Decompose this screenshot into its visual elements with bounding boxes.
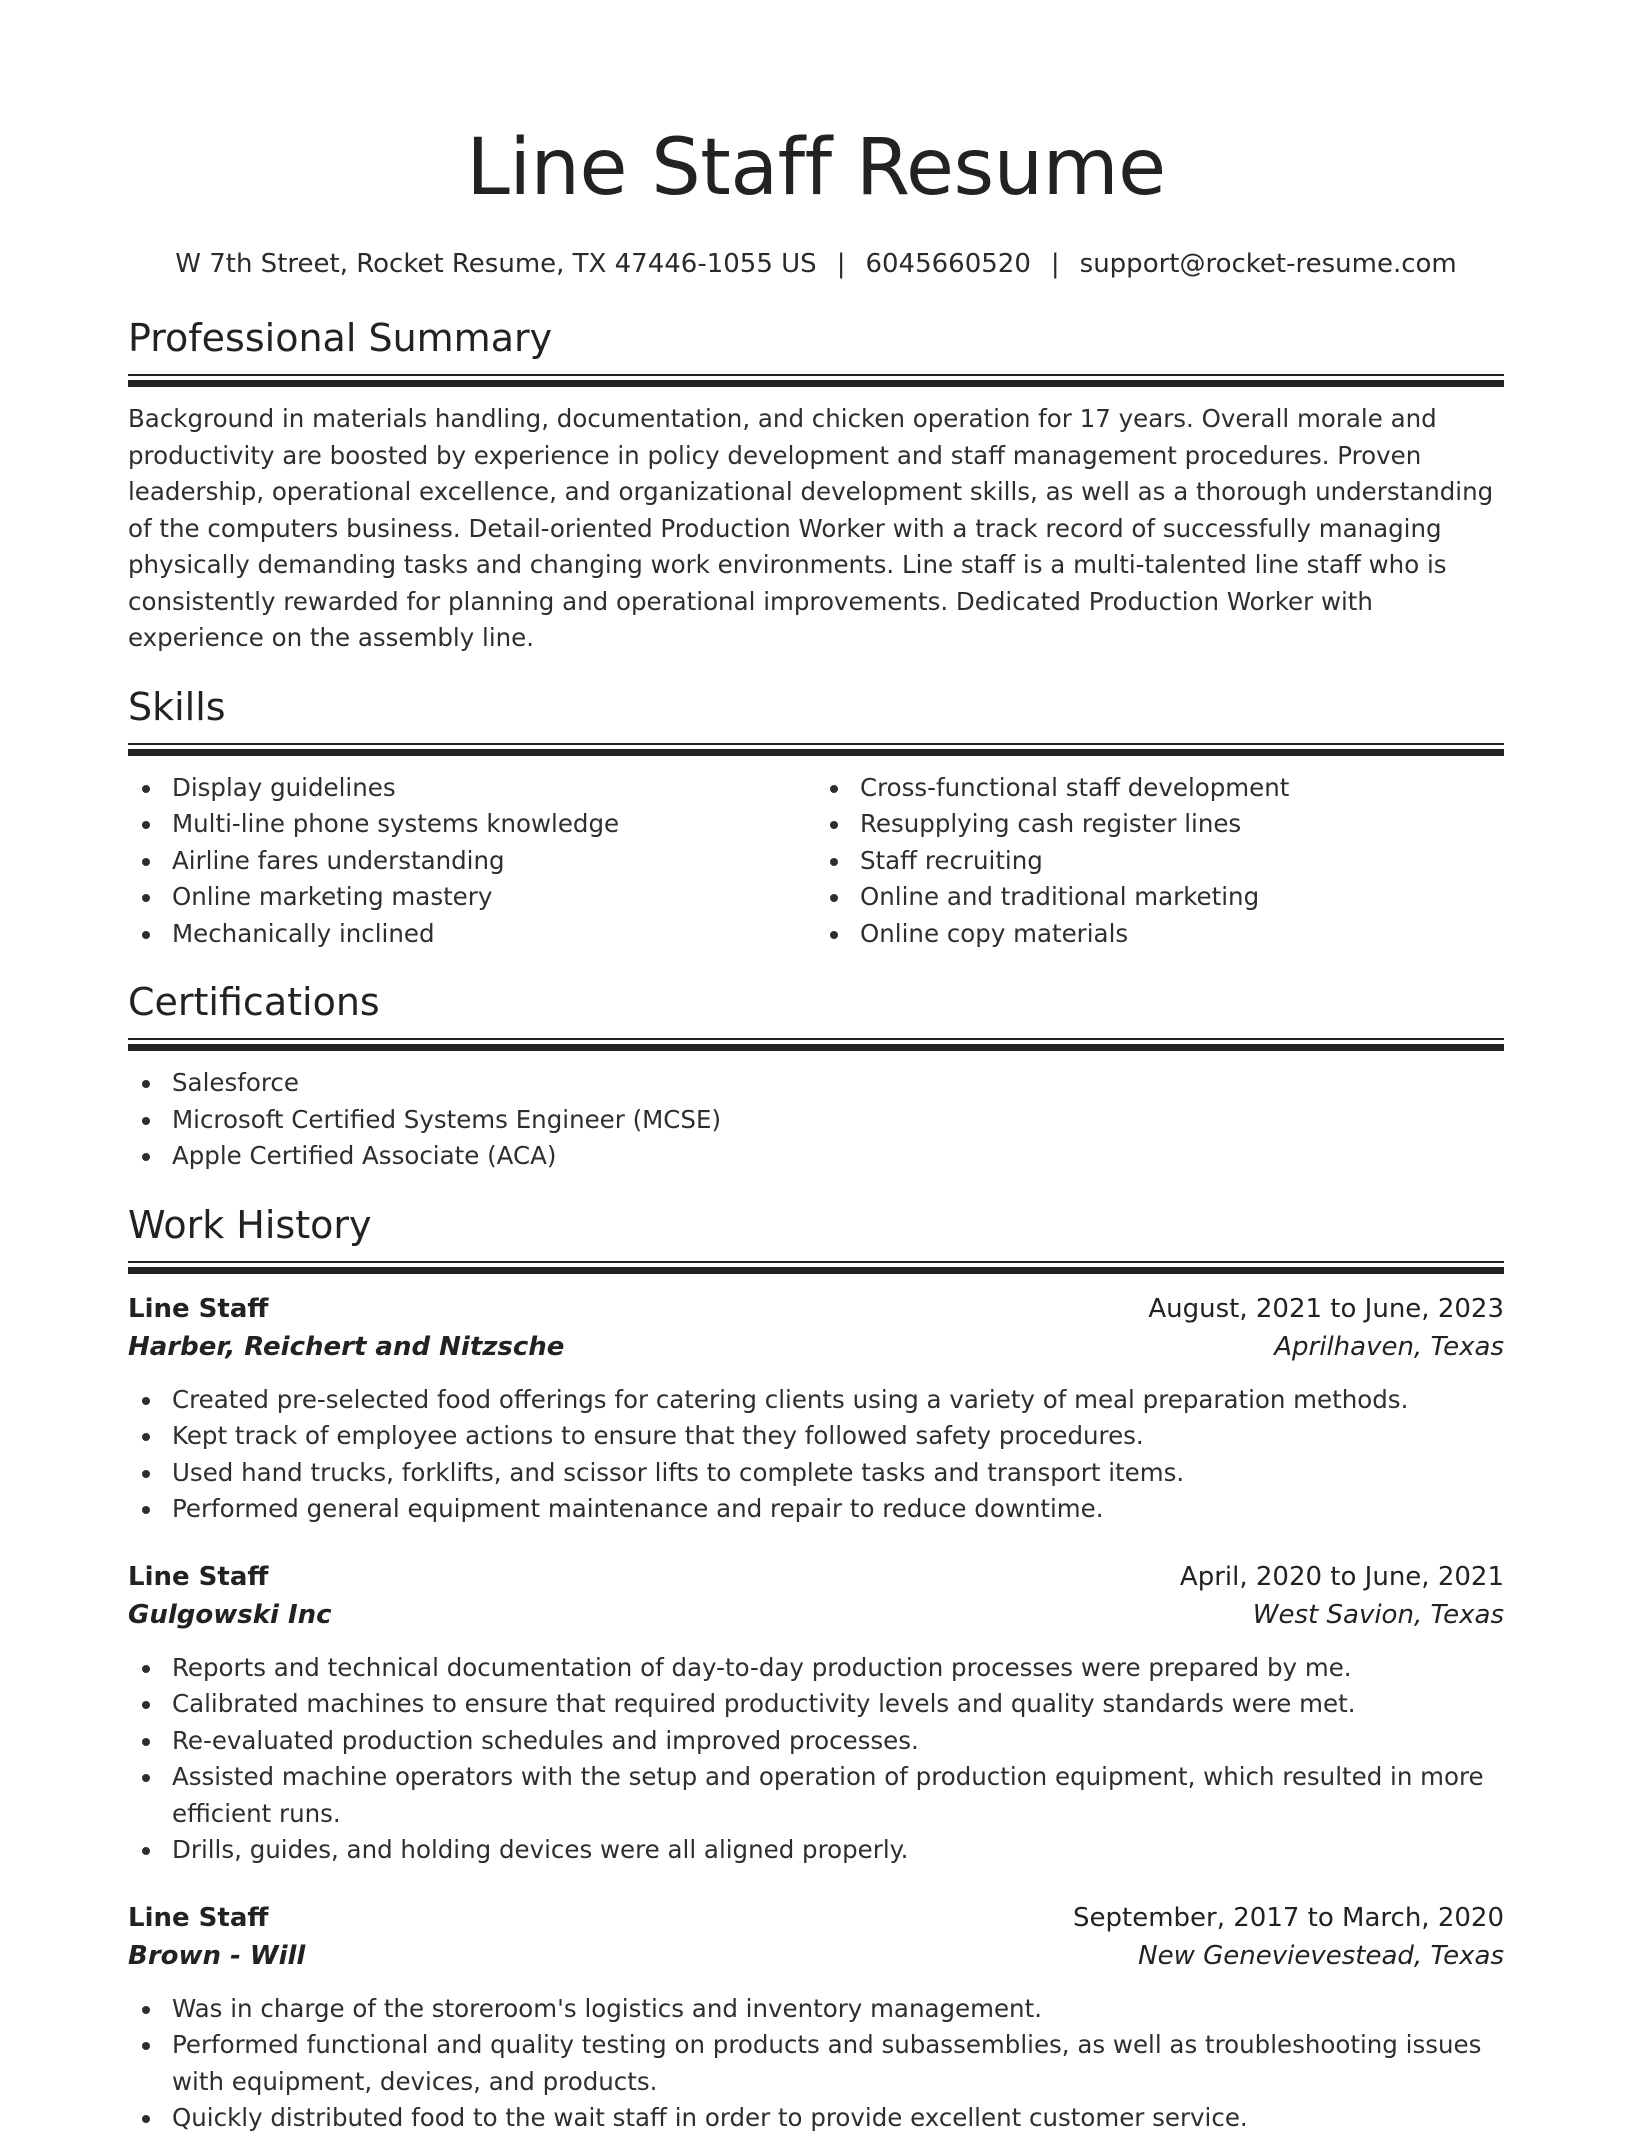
summary-text: Background in materials handling, documentation, and chicken operation for 17 years. Overall morale and productivity are boosted by experience in policy development and staff management procedures. Proven leadership, operational excellence, and organizational development skills, as well as a thorough understanding of the computers business. Detail-oriented Production Worker with a track record of successfully managing physically demanding tasks and changing work environments. Line staff is a multi-talented line staff who is consistently rewarded for planning and operational improvements. Dedicated Production Worker with experience on the assembly line. xyxy=(128,404,1494,652)
job-duties xyxy=(128,1991,1504,2137)
job-company: Brown - Will xyxy=(128,1940,306,1971)
job-header xyxy=(128,1290,1504,1328)
contact-phone: 6045660520 xyxy=(865,249,1031,279)
section-divider xyxy=(128,1038,1504,1051)
certifications-section xyxy=(128,978,1504,1175)
job-subheader xyxy=(128,1596,1504,1634)
skills-section xyxy=(128,683,1504,953)
contact-address: W 7th Street, Rocket Resume, TX 47446-1055 US xyxy=(175,249,817,279)
job-title: Line Staff xyxy=(128,1561,269,1592)
certifications-list xyxy=(128,1065,1504,1175)
list-item: Staff recruiting xyxy=(816,843,1504,880)
list-item: Online and traditional marketing xyxy=(816,879,1504,916)
job-dates: April, 2020 to June, 2021 xyxy=(1179,1561,1504,1592)
list-item: Drills, guides, and holding devices were all aligned properly. xyxy=(128,1832,1504,1869)
list-item: Online copy materials xyxy=(816,916,1504,953)
list-item: Quickly distributed food to the wait staff in order to provide excellent customer service. xyxy=(128,2100,1504,2137)
list-item: Display guidelines xyxy=(128,770,816,807)
job-location: New Genevievestead, Texas xyxy=(1138,1940,1504,1971)
list-item: Salesforce xyxy=(128,1065,1504,1102)
job-subheader xyxy=(128,1328,1504,1366)
list-item: Reports and technical documentation of day-to-day production processes were prepared by me. xyxy=(128,1650,1504,1687)
job-header xyxy=(128,1558,1504,1596)
job-title: Line Staff xyxy=(128,1293,269,1324)
list-item: Performed general equipment maintenance and repair to reduce downtime. xyxy=(128,1491,1504,1528)
section-divider xyxy=(128,1261,1504,1274)
section-heading: Certifications xyxy=(128,980,380,1024)
page-title: Line Staff Resume xyxy=(466,123,1166,213)
list-item: Resupplying cash register lines xyxy=(816,806,1504,843)
section-divider xyxy=(128,743,1504,756)
job-entry xyxy=(128,1558,1504,1869)
job-duties xyxy=(128,1650,1504,1869)
job-duties xyxy=(128,1382,1504,1528)
list-item: Mechanically inclined xyxy=(128,916,816,953)
section-heading: Skills xyxy=(128,684,226,729)
contact-separator: | xyxy=(1050,249,1060,279)
contact-line xyxy=(128,246,1504,282)
list-item: Cross-functional staff development xyxy=(816,770,1504,807)
section-heading: Work History xyxy=(128,1202,372,1247)
section-divider xyxy=(128,374,1504,387)
skills-list-right xyxy=(816,770,1504,953)
work-history-section xyxy=(128,1201,1504,2137)
job-location: West Savion, Texas xyxy=(1252,1599,1504,1630)
skills-columns xyxy=(128,770,1504,953)
job-title: Line Staff xyxy=(128,1902,269,1933)
job-dates: August, 2021 to June, 2023 xyxy=(1148,1293,1504,1324)
job-header xyxy=(128,1899,1504,1937)
list-item: Was in charge of the storeroom's logistics and inventory management. xyxy=(128,1991,1504,2028)
job-entry xyxy=(128,1899,1504,2137)
summary-section xyxy=(128,314,1504,657)
list-item: Multi-line phone systems knowledge xyxy=(128,806,816,843)
list-item: Airline fares understanding xyxy=(128,843,816,880)
list-item: Calibrated machines to ensure that required productivity levels and quality standards were met. xyxy=(128,1686,1504,1723)
list-item: Online marketing mastery xyxy=(128,879,816,916)
list-item: Performed functional and quality testing on products and subassemblies, as well as troubleshooting issues with equipment, devices, and products. xyxy=(128,2027,1504,2100)
list-item: Kept track of employee actions to ensure that they followed safety procedures. xyxy=(128,1418,1504,1455)
list-item: Created pre-selected food offerings for catering clients using a variety of meal preparation methods. xyxy=(128,1382,1504,1419)
skills-list-left xyxy=(128,770,816,953)
contact-separator: | xyxy=(836,249,846,279)
list-item: Assisted machine operators with the setup and operation of production equipment, which resulted in more efficient runs. xyxy=(128,1759,1504,1832)
contact-email: support@rocket-resume.com xyxy=(1079,249,1457,279)
job-entry xyxy=(128,1290,1504,1528)
job-company: Gulgowski Inc xyxy=(128,1599,332,1630)
job-company: Harber, Reichert and Nitzsche xyxy=(128,1331,565,1362)
section-heading: Professional Summary xyxy=(128,316,553,360)
job-subheader xyxy=(128,1937,1504,1975)
list-item: Apple Certified Associate (ACA) xyxy=(128,1138,1504,1175)
job-dates: September, 2017 to March, 2020 xyxy=(1073,1902,1504,1933)
list-item: Re-evaluated production schedules and improved processes. xyxy=(128,1723,1504,1760)
job-location: Aprilhaven, Texas xyxy=(1274,1331,1504,1362)
list-item: Microsoft Certified Systems Engineer (MCSE) xyxy=(128,1102,1504,1139)
list-item: Used hand trucks, forklifts, and scissor lifts to complete tasks and transport items. xyxy=(128,1455,1504,1492)
